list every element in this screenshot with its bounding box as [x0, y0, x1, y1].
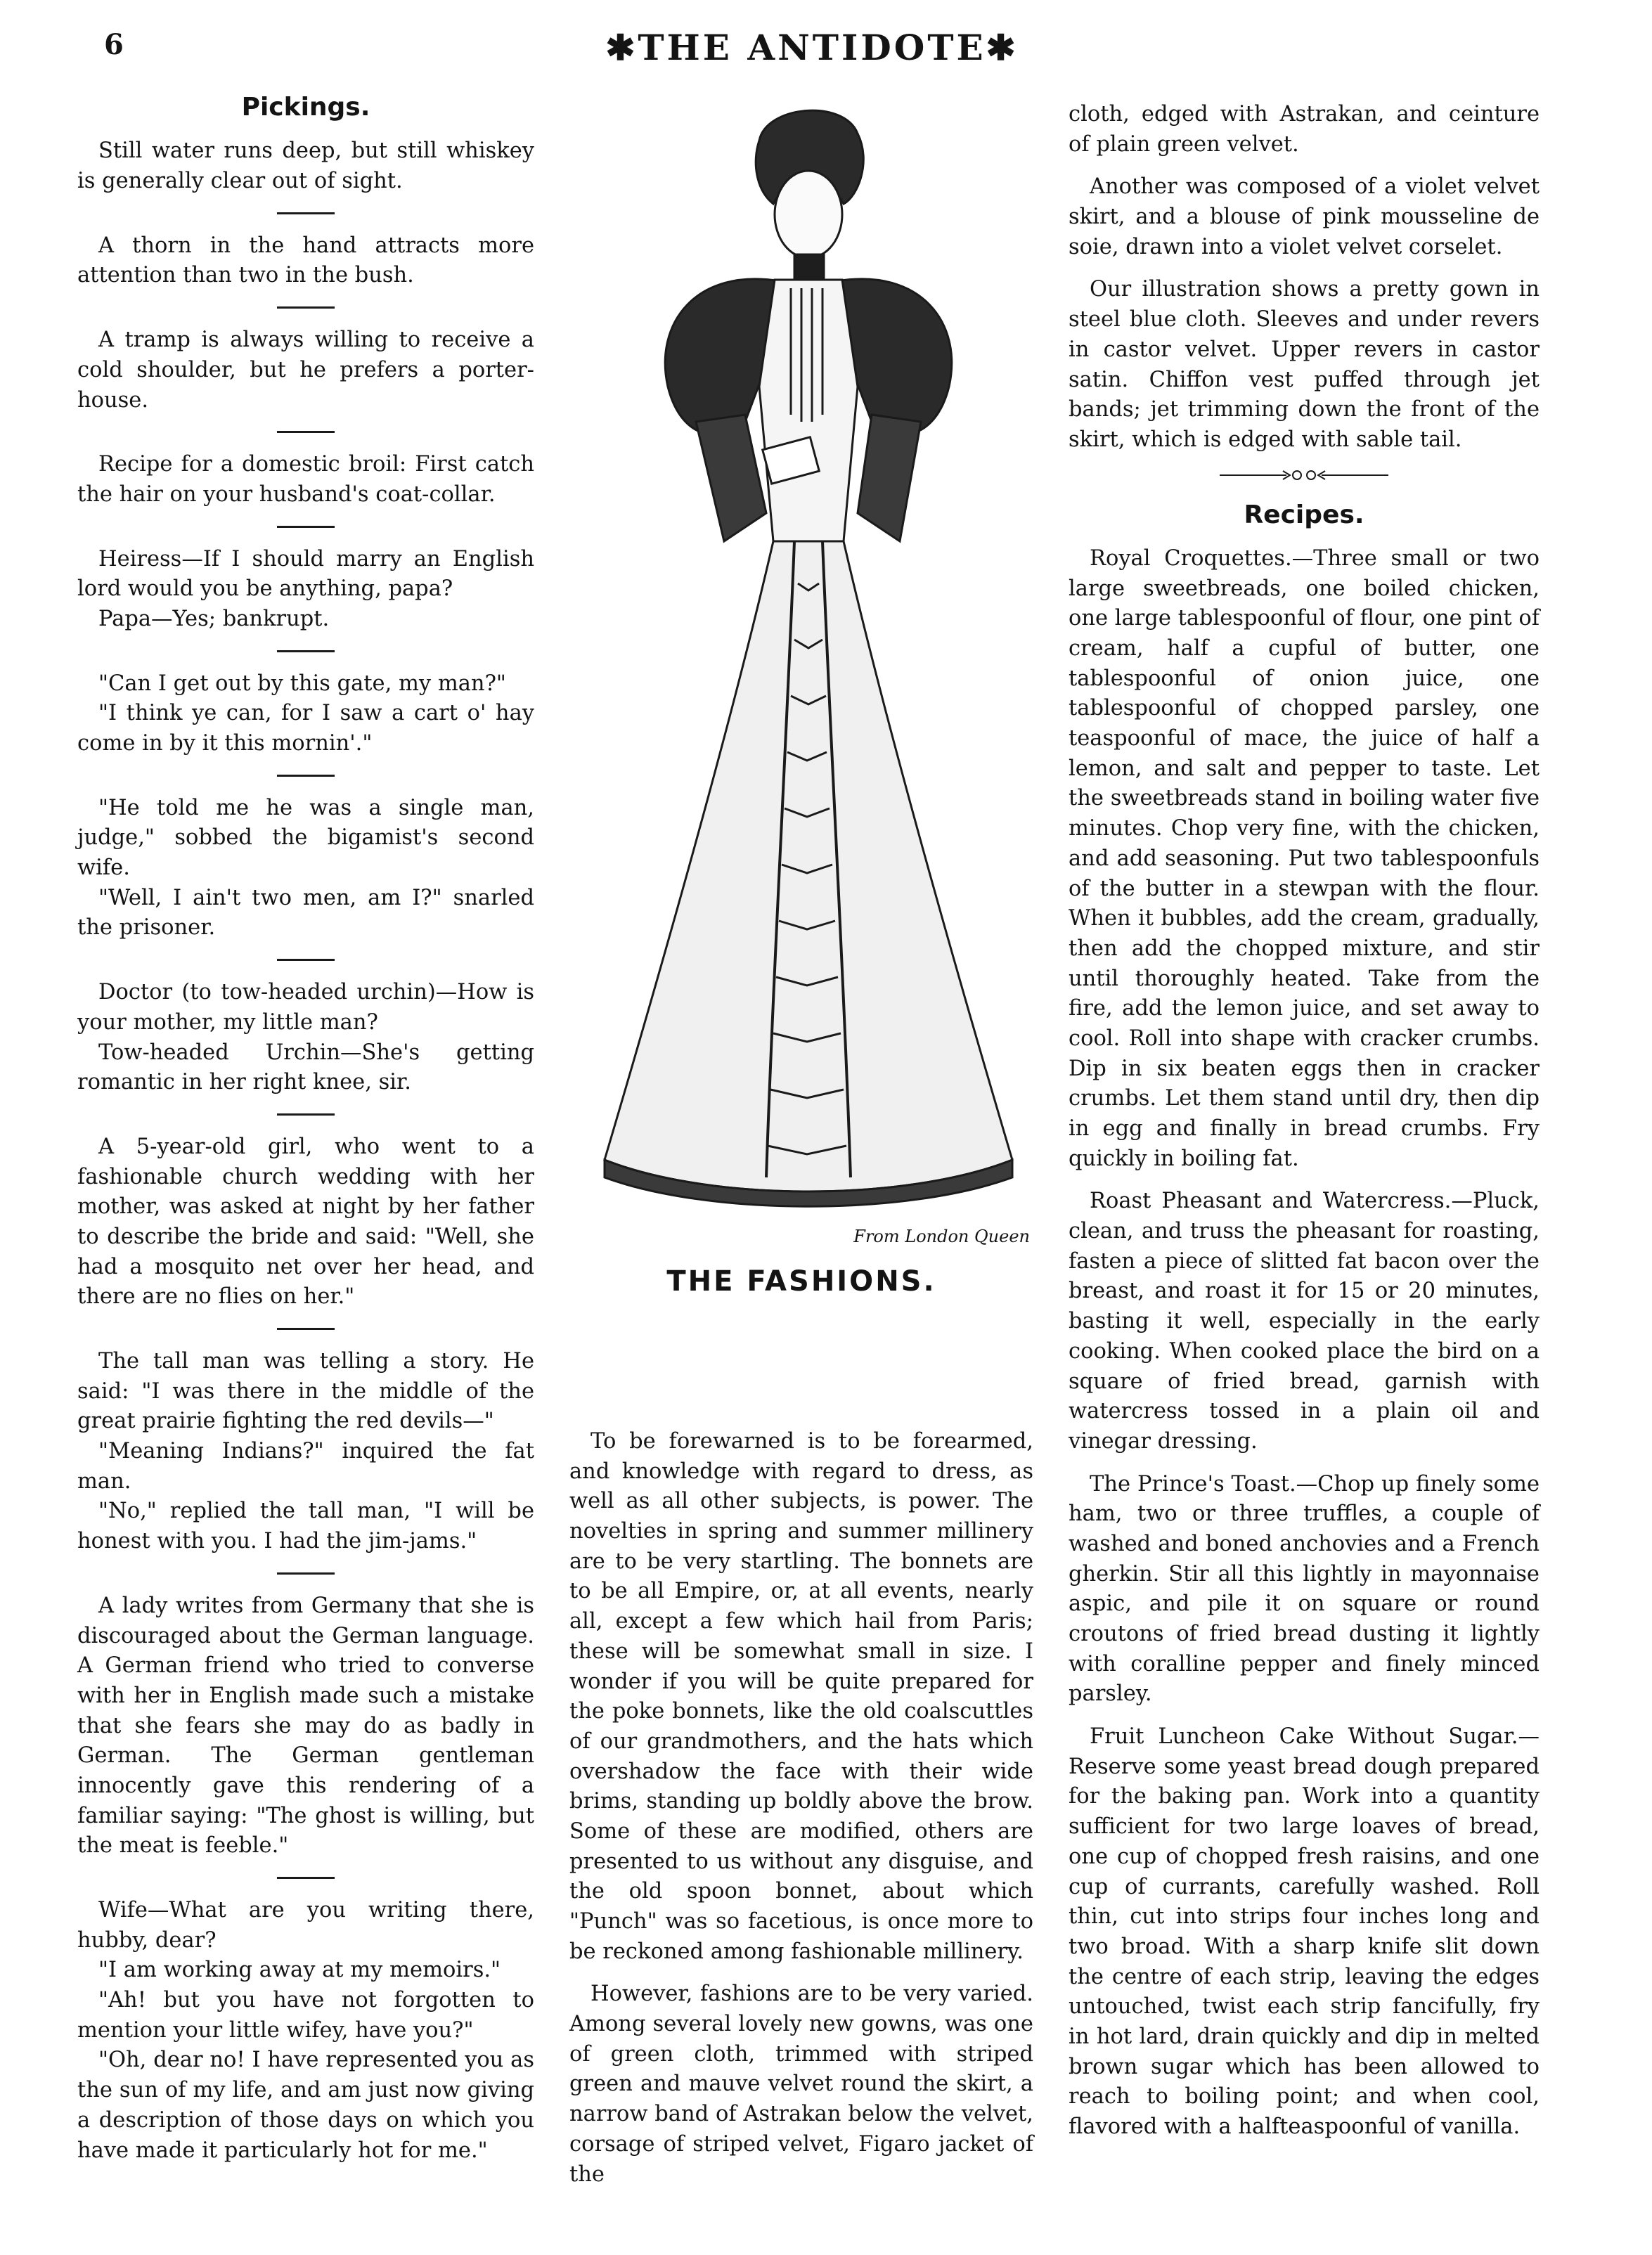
recipe-paragraph: Fruit Luncheon Cake Without Sugar.—Reserve some yeast bread dough prepared for the baking pan. Work into a quantity sufficient for two large loaves of bread, one cup of chopped fresh raisins, and one cup of currants, carefully washed. Roll thin, cut into strips four inches long and two broad. With a sharp knife slit down the centre of each strip, leaving the edges untouched, twist each strip fancifully, fry in hot lard, drain quickly and dip in melted brown sugar which has been allowed to reach to boiling point; and when cool, flavored with a halfteaspoonful of vanilla.	[1069, 1724, 1540, 2140]
separator-rule	[277, 1877, 335, 1879]
picking-item	[77, 450, 534, 510]
picking-item	[77, 545, 534, 635]
separator-rule	[277, 775, 335, 777]
recipe-paragraph: The Prince's Toast.—Chop up finely some ham, two or three truffles, a couple of washed and boned anchovies and a French gherkin. Stir all this lightly in mayonnaise aspic, and pile it on square or round croutons of fried bread dusting it lightly with coralline pepper and finely minced parsley.	[1069, 1471, 1540, 1707]
separator-rule	[277, 959, 335, 961]
picking-text: "Ah! but you have not forgotten to mention your little wifey, have you?"	[77, 1988, 534, 2043]
recipes-heading: Recipes.	[1244, 500, 1364, 529]
separator-rule	[277, 650, 335, 652]
picking-text: "Meaning Indians?" inquired the fat man.	[77, 1439, 534, 1494]
separator-rule	[277, 1572, 335, 1575]
picking-item	[77, 794, 534, 943]
recipes-column	[1069, 100, 1540, 2155]
fashions-paragraph: However, fashions are to be very varied. Among several lovely new gowns, was one of green cloth, trimmed with striped green and mauve velvet round the skirt, a narrow band of Astrakan below the velvet, corsage of striped velvet, Figaro jacket of the	[569, 1982, 1033, 2187]
skirt-shape	[605, 541, 1012, 1191]
page-number: 6	[104, 28, 124, 61]
bodice-shape	[759, 280, 858, 541]
picking-text: Still water runs deep, but still whiskey is generally clear out of sight.	[77, 138, 534, 194]
picking-text: Tow-headed Urchin—She's getting romantic in her right knee, sir.	[77, 1040, 534, 1095]
separator-rule	[277, 526, 335, 528]
pickings-list	[77, 136, 534, 2166]
picking-text: Papa—Yes; bankrupt.	[98, 606, 330, 631]
collar-shape	[794, 254, 824, 283]
pickings-heading: Pickings.	[241, 93, 370, 122]
illustration-credit: From London Queen	[853, 1227, 1030, 1246]
picking-item	[77, 1347, 534, 1557]
picking-item	[77, 325, 534, 415]
picking-item	[77, 136, 534, 196]
separator-rule	[277, 1328, 335, 1330]
picking-text: Heiress—If I should marry an English lord would you be anything, papa?	[77, 546, 534, 602]
picking-item	[77, 669, 534, 759]
picking-text: The tall man was telling a story. He said: "I was there in the middle of the great prairie fighting the red devils—"	[77, 1349, 534, 1434]
picking-text: A thorn in the hand attracts more attention than two in the bush.	[77, 233, 534, 288]
picking-item	[77, 1132, 534, 1312]
separator-rule	[277, 212, 335, 214]
masthead-title: ✱THE ANTIDOTE✱	[605, 27, 1019, 68]
picking-text: "He told me he was a single man, judge," sobbed the bigamist's second wife.	[77, 795, 534, 881]
picking-item	[77, 231, 534, 291]
separator-rule	[277, 431, 335, 433]
picking-text: Doctor (to tow-headed urchin)—How is your mother, my little man?	[77, 980, 534, 1035]
fashions-heading: THE FASHIONS.	[666, 1265, 936, 1298]
recipe-paragraph: Royal Croquettes.—Three small or two large sweetbreads, one boiled chicken, one large tablespoonful of flour, one pint of cream, half a cupful of butter, one tablespoonful of onion juice, one tablespoonful of chopped parsley, one teaspoonful of mace, the juice of half a lemon, and salt and pepper to taste. Let the sweetbreads stand in boiling water five minutes. Chop very fine, with the chicken, and add seasoning. Put two tablespoonfuls of the butter in a stewpan with the flour. When it bubbles, add the cream, gradually, then add the chopped mixture, and stir until thoroughly heated. Take from the fire, add the lemon juice, and set away to cool. Roll into shape with cracker crumbs. Dip in six beaten eggs then in cracker crumbs. Let them stand until dry, then dip in egg and finally in bread crumbs. Fry quickly in boiling fat.	[1069, 545, 1540, 1171]
fashions-continued-paragraph: Another was composed of a violet velvet skirt, and a blouse of pink mousseline de soie, drawn into a violet velvet corselet.	[1069, 174, 1540, 259]
picking-item	[77, 1896, 534, 2166]
recipe-paragraph: Roast Pheasant and Watercress.—Pluck, clean, and truss the pheasant for roasting, fasten a piece of slitted fat bacon over the breast, and roast it for 15 or 20 minutes, basting it well, especially in the early cooking. When cooked place the bird on a square of fried bread, garnish with watercress tossed in a plain oil and vinegar dressing.	[1069, 1189, 1540, 1454]
picking-text: A lady writes from Germany that she is discouraged about the German language. A German friend who tried to converse with her in English made such a mistake that she fears she may do as badly in German. The German gentleman innocently gave this rendering of a familiar saying: "The ghost is willing, but the meat is feeble."	[77, 1593, 534, 1859]
picking-item	[77, 1591, 534, 1861]
separator-rule	[277, 306, 335, 309]
fashions-paragraph: To be forewarned is to be forearmed, and knowledge with regard to dress, as well as all other subjects, is power. The novelties in spring and summer millinery are to be very startling. The bonnets are to be all Empire, or, at all events, nearly all, except a few which hail from Paris; these will be somewhat small in size. I wonder if you will be quite prepared for the poke bonnets, like the old coalscuttles of our grandmothers, and the hats which overshadow the face with their wide brims, standing up boldly above the brow. Some of these are modified, others are presented to us without any disguise, and the old spoon bonnet, about which "Punch" was so facetious, is once more to be reckoned among fashionable millinery.	[569, 1429, 1033, 1964]
left-forearm	[696, 415, 766, 541]
picking-text: "Oh, dear no! I have represented you as the sun of my life, and am just now giving a description of those days on which you have made it particularly hot for me."	[77, 2048, 534, 2163]
pickings-column	[77, 84, 534, 2166]
fashions-column	[569, 1427, 1033, 2202]
fashions-continued-paragraph: Our illustration shows a pretty gown in steel blue cloth. Sleeves and under revers in castor velvet. Upper revers in castor satin. Chiffon vest puffed through jet bands; jet trimming down the front of the skirt, which is edged with sable tail.	[1069, 277, 1540, 452]
picking-text: "No," replied the tall man, "I will be honest with you. I had the jim-jams."	[77, 1499, 534, 1554]
fashions-continued-paragraph: cloth, edged with Astrakan, and ceinture of plain green velvet.	[1069, 102, 1540, 157]
fashion-illustration	[591, 91, 1026, 1216]
picking-text: Recipe for a domestic broil: First catch the hair on your husband's coat-collar.	[77, 452, 534, 507]
face-shape	[775, 171, 842, 258]
picking-text: Wife—What are you writing there, hubby, dear?	[77, 1898, 534, 1953]
picking-text: "Well, I ain't two men, am I?" snarled the prisoner.	[77, 885, 534, 941]
picking-text: "I think ye can, for I saw a cart o' hay come in by it this mornin'."	[77, 701, 534, 756]
ornament-divider	[1220, 468, 1388, 482]
separator-rule	[277, 1113, 335, 1116]
picking-text: A tramp is always willing to receive a cold shoulder, but he prefers a porter-house.	[77, 328, 534, 413]
picking-text: "I am working away at my memoirs."	[98, 1958, 501, 1983]
picking-text: "Can I get out by this gate, my man?"	[98, 671, 506, 696]
picking-text: A 5-year-old girl, who went to a fashionable church wedding with her mother, was asked at night by her father to describe the bride and said: "Well, she had a mosquito net over her head, and there are no flies on her."	[77, 1134, 534, 1310]
right-forearm	[858, 415, 921, 541]
picking-item	[77, 978, 534, 1098]
